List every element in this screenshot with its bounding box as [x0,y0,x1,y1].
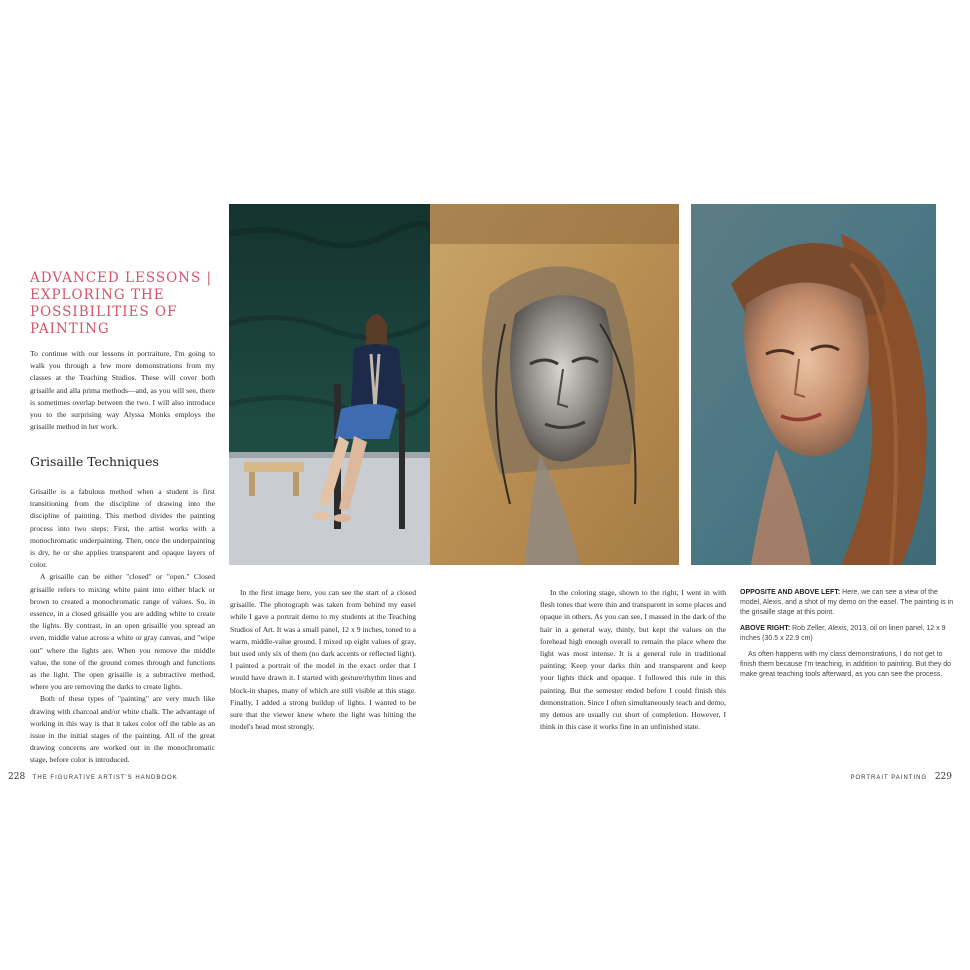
folio-right [850,772,952,782]
folio-left [8,772,178,782]
page-number-left: 228 [8,772,26,782]
model-photo [229,204,430,565]
caption-1-label: OPPOSITE AND ABOVE LEFT: [740,589,841,596]
grisaille-demo-photo [430,204,679,565]
caption-2-label: ABOVE RIGHT: [740,625,791,632]
book-title: THE FIGURATIVE ARTIST'S HANDBOOK [32,775,178,781]
intro-text: To continue with our lessons in portraiture, I'm going to walk you through a few more demonstrations from my classes at the Teaching Studios. These will cover both grisaille and alla prima methods—and, as you will see, there is sometimes overlap between the two. I will also introduce you to the surprising way Alyssa Monks employs the grisaille method in her work. [30,349,215,432]
column-3 [540,587,726,733]
grisaille-paragraph-1: Grisaille is a fabulous method when a student is first transitioning from the discipline of drawing into the discipline of painting. This method divides the painting process into two steps: First, the artist works with a monochromatic underpainting. Then, once the underpainting is dry, he or she applies transparent and opaque layers of color. [30,487,215,570]
intro-paragraph [30,348,215,433]
caption-1-text: Here, we can see a view of the model, Alexis, and a shot of my demo on the easel. The painting is in the grisaille stage at this point. [740,589,954,616]
caption-2-artist: Rob Zeller, [792,625,826,632]
caption-3: As often happens with my class demonstrations, I do not get to finish them because I'm teaching, in addition to painting. But they do make great teaching tools afterward, as you can see the process. [740,651,952,678]
captions [740,588,954,680]
caption-2 [740,624,954,644]
page-number-right: 229 [934,772,952,782]
caption-2-details: 2013, oil on linen panel, 12 x 9 inches (30.5 x 22.9 cm) [740,625,946,642]
grisaille-column [30,486,215,767]
section-title: ADVANCED LESSONS | EXPLORING THE POSSIBILITIES OF PAINTING [30,270,213,337]
caption-2-title: Alexis, [827,625,849,632]
chapter-title: PORTRAIT PAINTING [850,775,928,781]
color-painting-photo [691,204,936,565]
column-2 [230,587,416,733]
caption-1 [740,588,954,618]
grisaille-paragraph-3: Both of these types of "painting" are very much like drawing with charcoal and/or white chalk. The advantage of working in this way is that it takes color off the table as an issue in the initial stages of the painting. All of the great drawing concerns are worked out in the monochromatic stage, before color is introduced. [30,694,215,765]
column-3-paragraph: In the coloring stage, shown to the right, I went in with flesh tones that were thin and transparent in some places and opaque in others. As you can see, I massed in the dark of the hair in a general way, thinly, but kept the values on the forehead high enough overall to remain the place where the light was most intense. It is a general rule in traditional painting: Keep your darks thin and transparent and keep your lights thick and opaque. I followed this rule in this painting. But the semester ended before I could finish this demonstration. Since I often simultaneously teach and demo, my demos are usually cut short of completion. However, I think in this case it works fine in an unfinished state. [540,588,726,732]
grisaille-paragraph-2: A grisaille can be either "closed" or "open." Closed grisaille refers to mixing white paint into either black or brown to created a monochromatic range of values. So, in essence, in a closed grisaille you are adding white to create the lights. By contrast, in an open grisaille you spread an even, middle value across a white or gray canvas, and "wipe out" where the lights are. When you remove the middle value, the tone of the ground comes through and functions as the light. The open grisaille is a subtractive method, where you are removing the darks to create lights. [30,572,215,692]
column-2-paragraph: In the first image here, you can see the start of a closed grisaille. The photograph was taken from behind my easel while I gave a portrait demo to my students at the Teaching Studios of Art. It was a small panel, 12 x 9 inches, toned to a warm, middle-value ground. I mixed up eight values of gray, but used only six of them (no dark accents or reflected light). I painted a portrait of the model in the exact order that I would have drawn it. I started with gesture/rhythm lines and block-in shapes, many of which are still visible at this stage. Finally, I added a strong buildup of lights. I wanted to be sure that the viewer knew where the light was hitting the model's head most strongly. [230,588,416,732]
subhead-grisaille: Grisaille Techniques [30,454,159,469]
